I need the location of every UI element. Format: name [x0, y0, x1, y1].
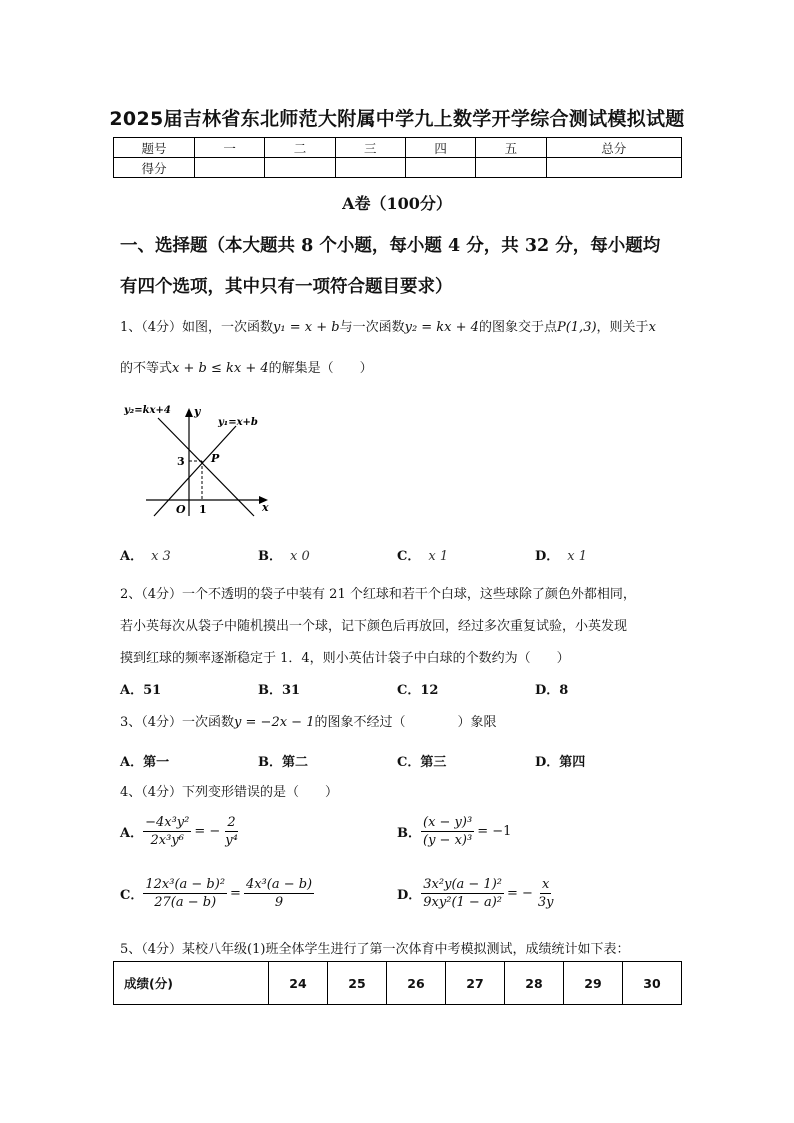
- score-table: [113, 137, 682, 178]
- fraction: [536, 877, 556, 910]
- option-label: B．: [258, 549, 282, 564]
- section-heading-line1: 一、选择题（本大题共 8 个小题，每小题 4 分，共 32 分，每小题均: [120, 236, 661, 256]
- q1-option-c[interactable]: [397, 545, 448, 564]
- score-blank-cell[interactable]: [265, 158, 335, 178]
- y-axis-arrow: [185, 408, 193, 417]
- section-heading-line2: 有四个选项，其中只有一项符合题目要求）: [120, 277, 453, 297]
- fraction: [421, 877, 504, 910]
- q1-option-b[interactable]: [258, 545, 310, 564]
- equals: = −: [506, 886, 533, 901]
- numerator: 3x²y(a − 1)²: [423, 877, 502, 892]
- question-4-stem: 4、（4分）下列变形错误的是（ ）: [120, 785, 339, 800]
- q1-inequality: x + b ≤ kx + 4: [172, 361, 269, 376]
- label-axis-y: y: [194, 405, 201, 418]
- q3-option-b[interactable]: B．第二: [258, 755, 308, 770]
- table-cell: 28: [505, 962, 564, 1005]
- score-blank-cell[interactable]: [546, 158, 681, 178]
- numerator: 4x³(a − b): [245, 877, 313, 892]
- option-value: x 3: [151, 549, 171, 564]
- q2-option-d[interactable]: D．8: [535, 683, 569, 698]
- table-cell: 四: [405, 138, 475, 158]
- q4-option-c[interactable]: [120, 877, 314, 910]
- table-cell: 总分: [546, 138, 681, 158]
- exam-title: 2025届吉林省东北师范大附属中学九上数学开学综合测试模拟试题: [109, 108, 685, 130]
- q2-option-a[interactable]: A．51: [120, 683, 162, 698]
- table-cell: 成绩(分): [114, 962, 269, 1005]
- label-y2: y₂=kx+4: [124, 405, 171, 416]
- label-origin: O: [176, 503, 186, 516]
- question-2-line1: 2、（4分）一个不透明的袋子中装有 21 个红球和若干个白球，这些球除了颜色外都相同，: [120, 587, 636, 602]
- label-point-p: P: [211, 452, 220, 465]
- q2-option-b[interactable]: B．31: [258, 683, 301, 698]
- question-1-line1: [120, 316, 656, 335]
- question-3: [120, 711, 497, 730]
- table-cell: 26: [387, 962, 446, 1005]
- question-2-line2: 若小英每次从袋子中随机摸出一个球，记下颜色后再放回，经过多次重复试验，小英发现: [120, 619, 628, 634]
- q3-function: y = −2x − 1: [234, 715, 315, 730]
- denominator: 2x³y⁶: [150, 833, 184, 848]
- option-label: D．: [535, 549, 560, 564]
- q1-option-d[interactable]: [535, 545, 587, 564]
- question-5-stem: 5、（4分）某校八年级(1)班全体学生进行了第一次体育中考模拟测试，成绩统计如下表：: [120, 942, 630, 957]
- option-value: x 0: [290, 549, 310, 564]
- q1-text: 的不等式: [120, 361, 173, 376]
- table-cell: 二: [265, 138, 335, 158]
- q1-graph-figure: [118, 398, 278, 520]
- fraction: [421, 815, 474, 848]
- table-cell: 30: [623, 962, 682, 1005]
- q1-text: 1、（4分）如图，一次函数: [120, 320, 274, 335]
- grades-table: [113, 961, 682, 1005]
- option-label: A．: [120, 826, 144, 841]
- q1-y2-formula: y₂ = kx + 4: [404, 320, 479, 335]
- denominator: 3y: [537, 895, 554, 910]
- question-1-line2: [120, 357, 373, 376]
- q4-option-b[interactable]: [397, 815, 511, 848]
- table-cell: 25: [328, 962, 387, 1005]
- numerator: x: [542, 877, 550, 892]
- score-blank-cell[interactable]: [476, 158, 546, 178]
- equals: = −1: [477, 824, 512, 839]
- y1-line: [154, 426, 236, 516]
- fraction: [223, 815, 240, 848]
- numerator: (x − y)³: [423, 815, 473, 830]
- option-label: C．: [397, 549, 421, 564]
- table-cell: 一: [195, 138, 265, 158]
- numerator: 12x³(a − b)²: [145, 877, 226, 892]
- q1-text: 的图象交于点: [478, 320, 557, 335]
- q3-option-c[interactable]: C．第三: [397, 755, 447, 770]
- fraction: [143, 877, 227, 910]
- q1-y1-formula: y₁ = x + b: [273, 320, 340, 335]
- option-value: x 1: [567, 549, 588, 564]
- table-cell: 27: [446, 962, 505, 1005]
- q1-text: 与一次函数: [339, 320, 405, 335]
- table-row: [114, 962, 682, 1005]
- table-cell: 24: [269, 962, 328, 1005]
- label-y1: y₁=x+b: [218, 417, 258, 428]
- tick-label-1: 1: [199, 503, 207, 516]
- equals: =: [230, 886, 241, 901]
- numerator: −4x³y²: [145, 815, 190, 830]
- option-label: B．: [397, 826, 421, 841]
- table-cell: 三: [335, 138, 405, 158]
- equals: = −: [194, 824, 221, 839]
- table-cell: 29: [564, 962, 623, 1005]
- q1-text: 的解集是（ ）: [268, 361, 373, 376]
- denominator: 9xy²(1 − a)²: [423, 895, 502, 910]
- table-cell: 题号: [114, 138, 195, 158]
- q1-text: ，则关于: [596, 320, 649, 335]
- score-table-score-row: [114, 158, 682, 178]
- fraction: [244, 877, 314, 910]
- question-2-line3: 摸到红球的频率逐渐稳定于 1．4，则小英估计袋子中白球的个数约为（ ）: [120, 651, 570, 666]
- tick-label-3: 3: [177, 455, 185, 468]
- y2-line: [158, 418, 254, 516]
- denominator: 9: [274, 895, 284, 910]
- q4-option-a[interactable]: [120, 815, 240, 848]
- q3-option-d[interactable]: D．第四: [535, 755, 586, 770]
- q1-option-a[interactable]: [120, 545, 171, 564]
- score-blank-cell[interactable]: [195, 158, 265, 178]
- score-blank-cell[interactable]: [335, 158, 405, 178]
- q1-var: x: [648, 320, 656, 335]
- denominator: y⁴: [225, 833, 238, 848]
- volume-heading: A卷（100分）: [342, 194, 452, 213]
- score-blank-cell[interactable]: [405, 158, 475, 178]
- q3-text: 3、（4分）一次函数: [120, 715, 235, 730]
- option-label: D．: [397, 888, 422, 903]
- fraction: [143, 815, 191, 848]
- q1-point: P(1,3): [556, 320, 597, 335]
- denominator: (y − x)³: [423, 833, 473, 848]
- denominator: 27(a − b): [154, 895, 217, 910]
- table-cell: 五: [476, 138, 546, 158]
- q4-option-d[interactable]: [397, 877, 556, 910]
- option-label: A．: [120, 549, 144, 564]
- q3-text: 的图象不经过（ ）象限: [314, 715, 497, 730]
- option-label: C．: [120, 888, 144, 903]
- numerator: 2: [227, 815, 236, 830]
- label-axis-x: x: [262, 501, 269, 514]
- option-value: x 1: [428, 549, 449, 564]
- score-table-header-row: [114, 138, 682, 158]
- table-cell: 得分: [114, 158, 195, 178]
- q3-option-a[interactable]: A．第一: [120, 755, 170, 770]
- q2-option-c[interactable]: C．12: [397, 683, 439, 698]
